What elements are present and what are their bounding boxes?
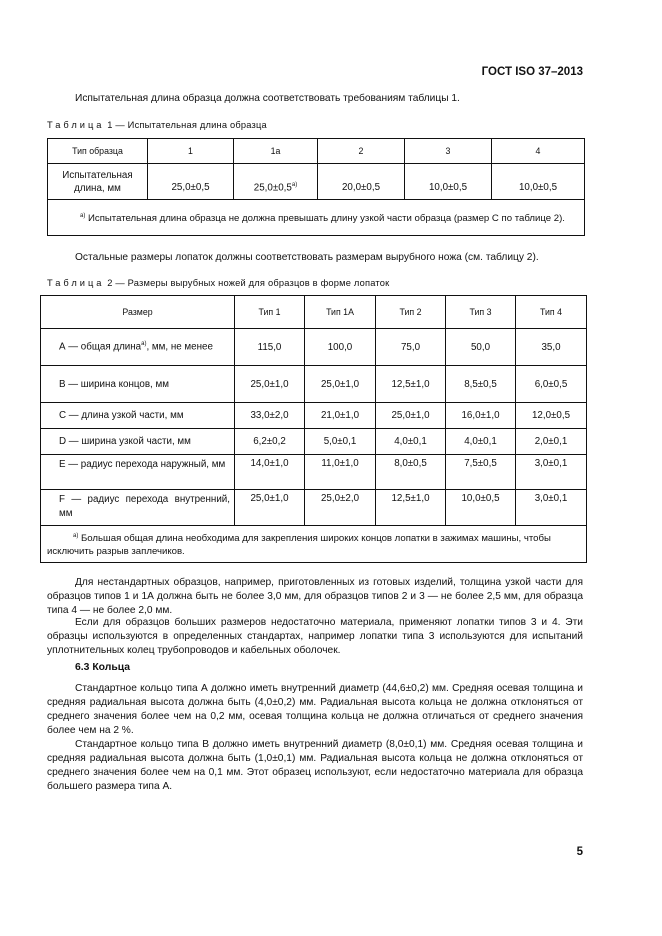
table1-cell: 10,0±0,5 <box>405 164 492 200</box>
table2-cell: 115,0 <box>235 329 305 366</box>
table2-cell: 3,0±0,1 <box>516 455 587 490</box>
table1-cell: 25,0±0,5 <box>148 164 234 200</box>
table2-row-label: В — ширина концов, мм <box>41 366 235 403</box>
table1-caption-text: 1 — Испытательная длина образца <box>107 120 267 130</box>
table2-caption-text: 2 — Размеры вырубных ножей для образцов в форме лопаток <box>107 278 390 288</box>
table1 <box>47 138 585 236</box>
table2-header: Тип 4 <box>516 296 587 329</box>
table1-cell-value: 25,0±0,5 <box>253 182 292 194</box>
table2-cell: 75,0 <box>376 329 446 366</box>
table2-cell: 2,0±0,1 <box>516 429 587 455</box>
table2-header: Тип 2 <box>376 296 446 329</box>
table1-cell <box>234 164 318 200</box>
table2-footnote-text: Большая общая длина необходима для закрепления широких концов лопатки в зажимах машины, чтобы исключить разрыв заплечиков. <box>47 533 551 558</box>
table2-row-label: Е — радиус перехода наружный, мм <box>41 455 235 490</box>
table1-data-row <box>48 164 585 200</box>
table2-row <box>41 429 587 455</box>
table2-cell: 5,0±0,1 <box>305 429 376 455</box>
table2-cell: 25,0±2,0 <box>305 490 376 526</box>
table2-row <box>41 403 587 429</box>
table2-cell: 4,0±0,1 <box>376 429 446 455</box>
paragraph-6: Стандартное кольцо типа В должно иметь внутренний диаметр (8,0±0,1) мм. Средняя осевая толщина и средняя радиальная высота должна быть (1,0±0,1) мм. Радиальная высота кольца не должна отклоняться от среднего значения более чем на 0,1 мм. Этот образец используют, если недостаточно материала для образца большего размера типа А. <box>47 739 583 792</box>
table2-cell: 25,0±1,0 <box>376 403 446 429</box>
table2-header: Тип 1А <box>305 296 376 329</box>
paragraph-4: Если для образцов больших размеров недостаточно материала, применяют лопатки типов 3 и 4. Эти образцы используются в определенных стандартах, например лопатки типа 3 используются для испытаний уплотнительных колец трубопроводов и кабельных оболочек. <box>47 617 583 656</box>
table2-cell: 10,0±0,5 <box>446 490 516 526</box>
table2-header: Тип 1 <box>235 296 305 329</box>
table2-row-label: F — радиус перехода внутренний, мм <box>41 490 235 526</box>
table1-cell: 20,0±0,5 <box>318 164 405 200</box>
table1-type: 4 <box>492 139 585 164</box>
table2-header-row <box>41 296 587 329</box>
table2-caption-word: Таблица <box>47 278 105 288</box>
footnote-mark: a) <box>291 181 298 188</box>
table1-caption-word: Таблица <box>47 120 105 130</box>
table1-type: 1a <box>234 139 318 164</box>
document-id-header: ГОСТ ISO 37–2013 <box>481 66 583 78</box>
table2-cell: 7,5±0,5 <box>446 455 516 490</box>
table2-row-label <box>41 329 235 366</box>
table2-cell: 25,0±1,0 <box>235 366 305 403</box>
row-label-tail: , мм, не менее <box>146 341 213 353</box>
table2-cell: 25,0±1,0 <box>235 490 305 526</box>
table1-type: 1 <box>148 139 234 164</box>
table2-row <box>41 455 587 490</box>
table2-cell: 4,0±0,1 <box>446 429 516 455</box>
table2-header: Размер <box>41 296 235 329</box>
table2-cell: 35,0 <box>516 329 587 366</box>
table2-cell: 50,0 <box>446 329 516 366</box>
table2-cell: 14,0±1,0 <box>235 455 305 490</box>
table2-cell: 6,0±0,5 <box>516 366 587 403</box>
table2-cell: 21,0±1,0 <box>305 403 376 429</box>
table2-cell: 25,0±1,0 <box>305 366 376 403</box>
table2-cell: 3,0±0,1 <box>516 490 587 526</box>
table2-caption <box>47 278 389 288</box>
table2-cell: 12,0±0,5 <box>516 403 587 429</box>
table2-row-label: С — длина узкой части, мм <box>41 403 235 429</box>
table2-cell: 8,5±0,5 <box>446 366 516 403</box>
table2-footnote <box>41 526 587 563</box>
intro-paragraph: Испытательная длина образца должна соответствовать требованиям таблицы 1. <box>75 93 460 104</box>
footnote-mark: a) <box>80 212 86 219</box>
table1-row-label: Испытательная длина, мм <box>48 164 148 200</box>
table2-row <box>41 329 587 366</box>
table2-footnote-row <box>41 526 587 563</box>
table1-col-header: Тип образца <box>48 139 148 164</box>
table2-cell: 8,0±0,5 <box>376 455 446 490</box>
table2-cell: 11,0±1,0 <box>305 455 376 490</box>
table2-cell: 12,5±1,0 <box>376 366 446 403</box>
table2-cell: 100,0 <box>305 329 376 366</box>
table1-type: 2 <box>318 139 405 164</box>
table1-footnote-row <box>48 200 585 236</box>
table2-cell: 12,5±1,0 <box>376 490 446 526</box>
table2-row-label: D — ширина узкой части, мм <box>41 429 235 455</box>
table2-row <box>41 366 587 403</box>
table1-caption <box>47 120 267 130</box>
row-label-text: А — общая длина <box>59 341 142 353</box>
paragraph-3: Для нестандартных образцов, например, приготовленных из готовых изделий, толщина узкой части для образцов типов 1 и 1А должна быть не более 3,0 мм, для образцов типов 2 и 3 — не более 2,5 мм, для образца типа 4 — не более 2,0 мм. <box>47 577 583 616</box>
table2-header: Тип 3 <box>446 296 516 329</box>
table1-footnote <box>48 200 585 236</box>
paragraph-5: Стандартное кольцо типа А должно иметь внутренний диаметр (44,6±0,2) мм. Средняя осевая толщина и средняя радиальная высота должна быть (4,0±0,2) мм. Радиальная высота кольца не должна отклоняться от среднего значения более чем на 0,2 мм, осевая толщина кольца не должна отличаться от среднего значения более чем на 2 %. <box>47 683 583 736</box>
footnote-mark: a) <box>141 341 147 348</box>
table1-cell: 10,0±0,5 <box>492 164 585 200</box>
table2-cell: 33,0±2,0 <box>235 403 305 429</box>
page-number: 5 <box>576 846 583 858</box>
table1-type: 3 <box>405 139 492 164</box>
table2-cell: 16,0±1,0 <box>446 403 516 429</box>
table2-cell: 6,2±0,2 <box>235 429 305 455</box>
footnote-mark: a) <box>73 533 79 539</box>
paragraph-2: Остальные размеры лопаток должны соответствовать размерам вырубного ножа (см. таблицу 2). <box>75 252 539 263</box>
table2-row <box>41 490 587 526</box>
table1-header-row <box>48 139 585 164</box>
table1-footnote-text: Испытательная длина образца не должна превышать длину узкой части образца (размер С по таблице 2). <box>88 213 565 225</box>
section-heading: 6.3 Кольца <box>75 662 131 673</box>
table2 <box>40 295 587 563</box>
